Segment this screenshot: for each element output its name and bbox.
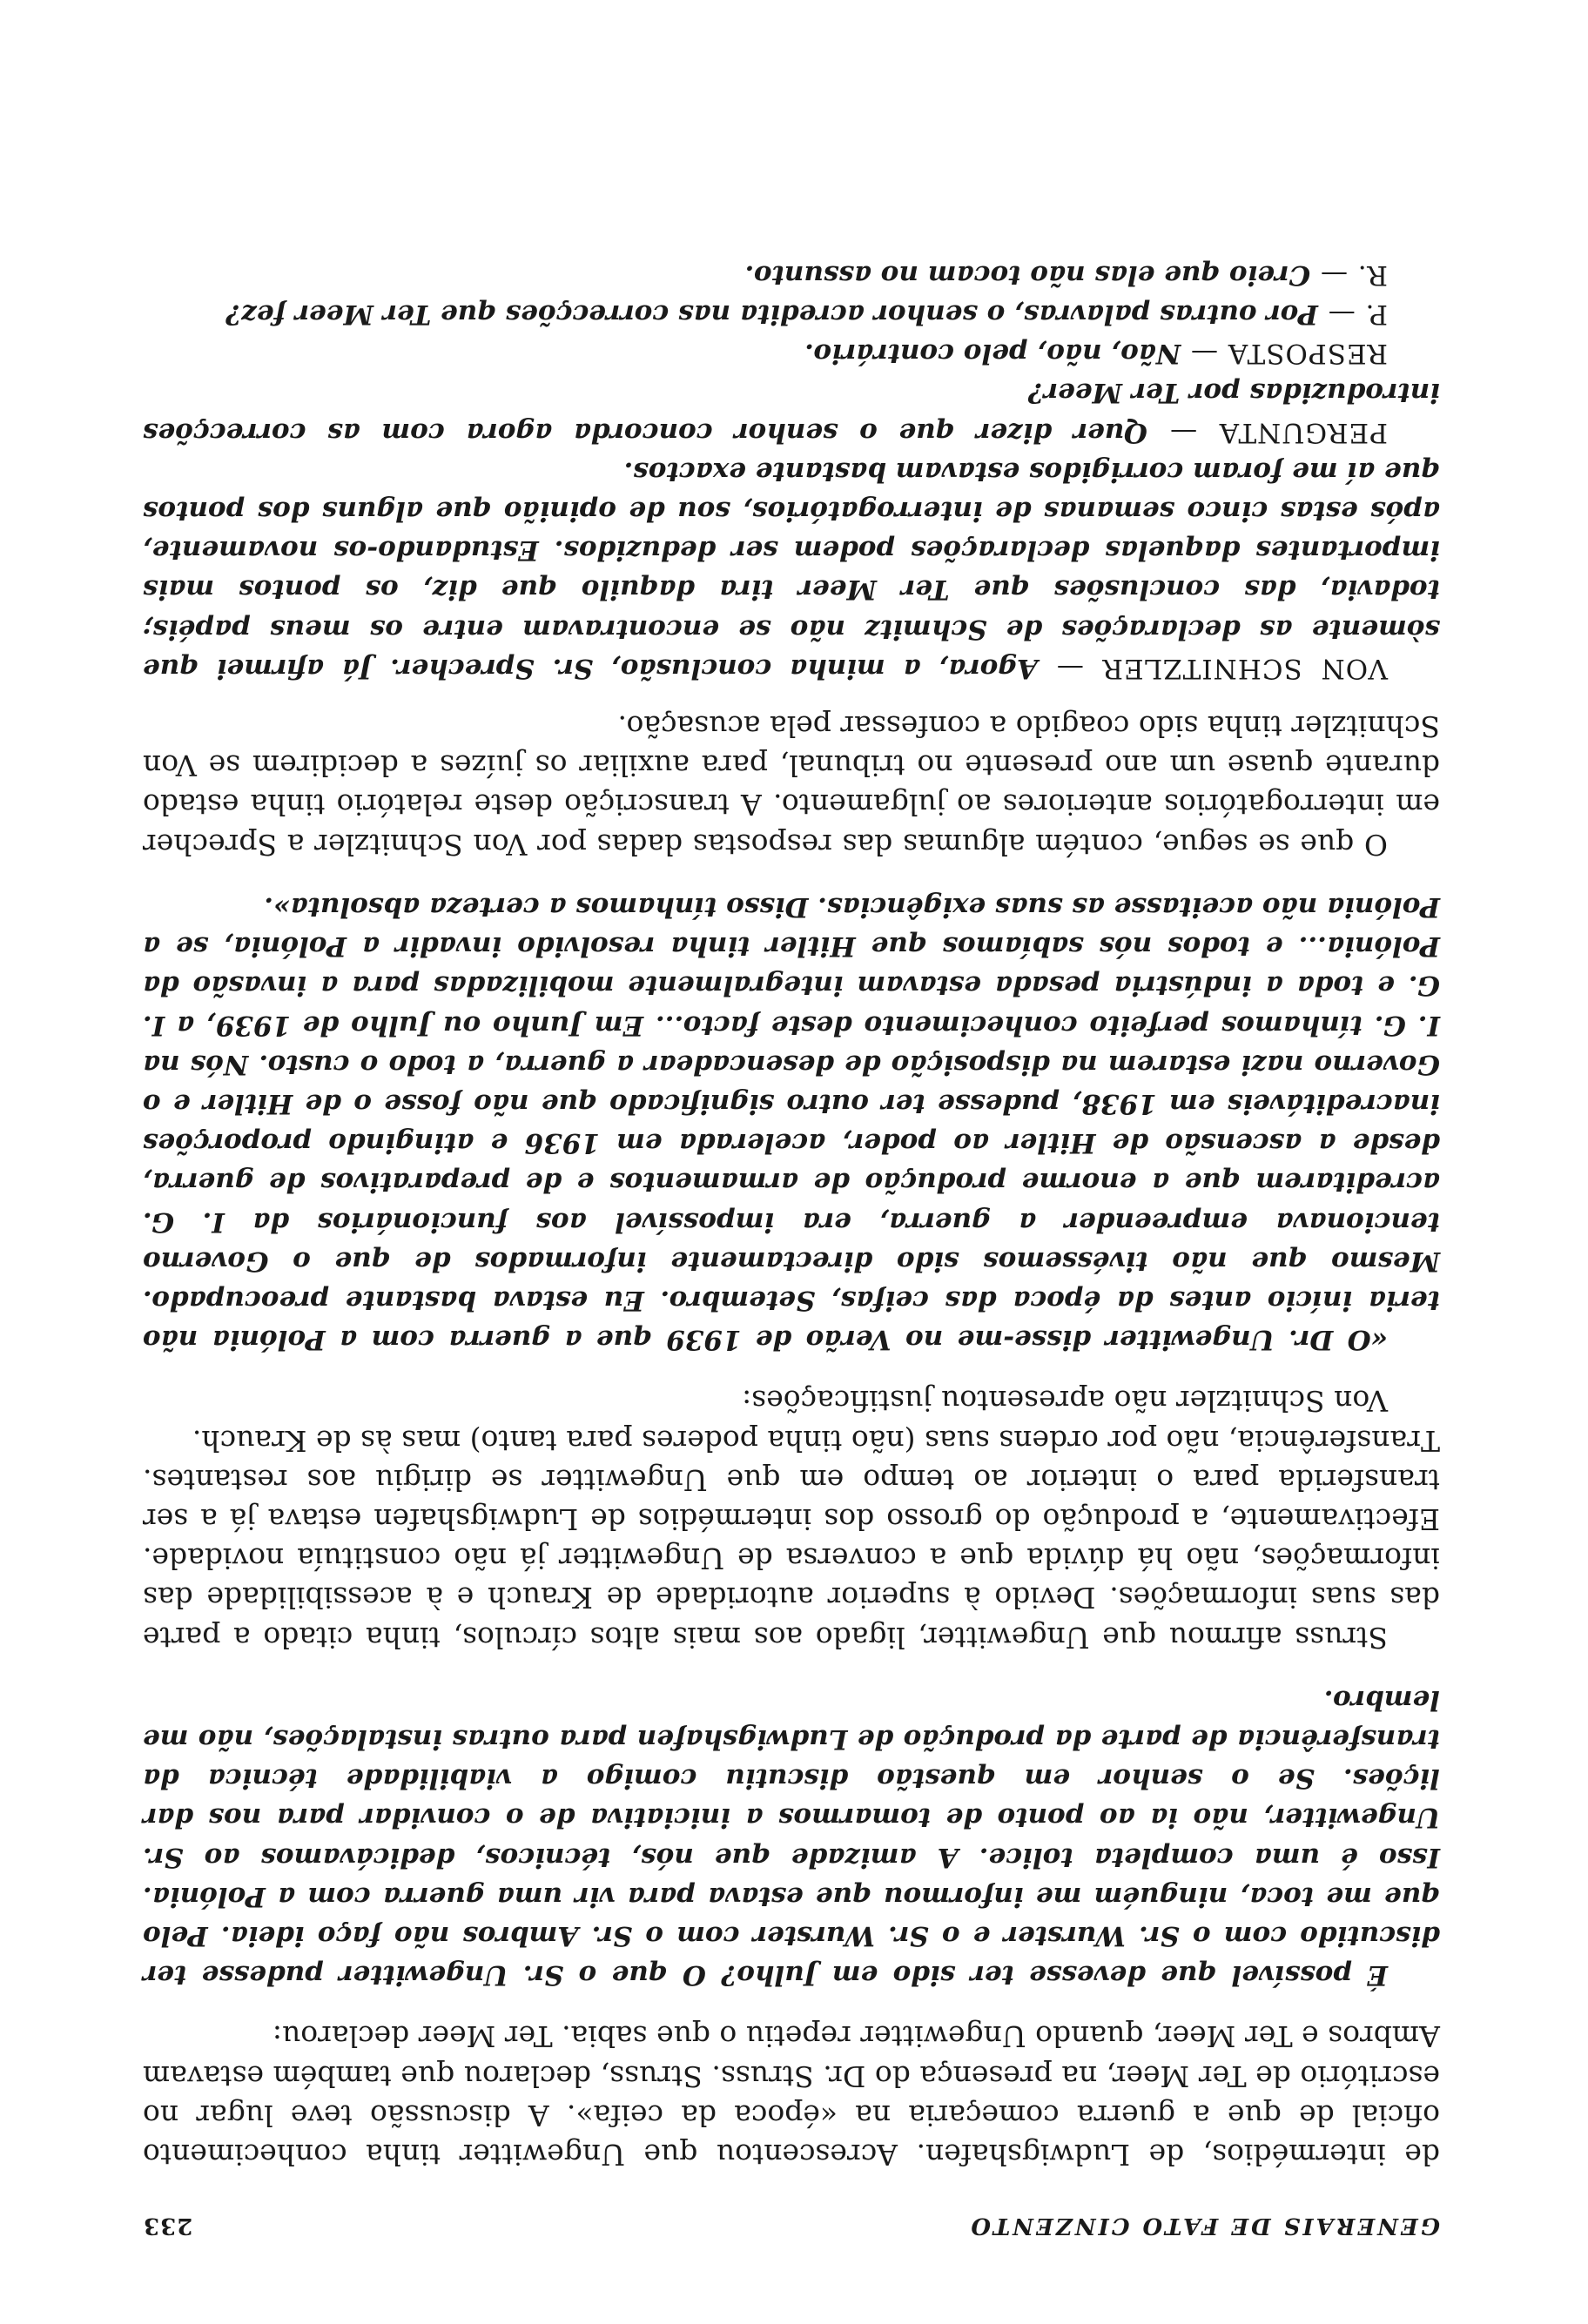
dialog-line-p <box>143 294 1440 333</box>
dialog-speaker: VON SCHNITZLER — <box>1055 652 1388 684</box>
dialog-speaker: RESPOSTA — <box>1190 338 1388 370</box>
paragraph-justificacoes: Von Schnitzler não apresentou justificações: <box>742 1384 1388 1419</box>
dialog-line-resposta <box>143 333 1440 373</box>
running-header <box>143 2213 1440 2239</box>
quote-ter-meer: É possível que devesse ter sido em Julho? O que o Sr. Ungewitter pudesse ter discutido com o Sr. Wurster e o Sr. Wurster com o Sr. Ambros não faço ideia. Pelo que me toca, ninguém me informou que estava para vir uma guerra com a Polónia. Isso é uma completa tolice. A amizade que nós, técnicos, dedicávamos ao Sr. Ungewitter, não ia ao ponto de tomarmos a iniciativa de o convidar para nos dar lições. Se o senhor em questão discutiu comigo a viabilidade técnica da transferência de parte da produção de Ludwigshafen para outras instalações, não me lembro. <box>143 1683 1440 1992</box>
quote-von-schnitzler: «O Dr. Ungewitter disse-me no Verão de 1939 que a guerra com a Polónia não teria início antes da época das ceifas, Setembro. Eu estava bastante preocupado. Mesmo que não tivéssemos sido directamente informados de que o Governo tencionava empreender a guerra, era impossível aos funcionários da I. G. acreditarem que a enorme produção de armamentos e de preparativos de guerra, desde a ascensão de Hitler ao poder, acelerada em 1936 e atingindo proporções inacreditáveis em 1938, pudesse ter outro significado que não fosse o de Hitler e o Governo nazi estarem na disposição de desencadear a guerra, a todo o custo. Nós na I. G. tínhamos perfeito conhecimento deste facto... Em Junho ou Julho de 1939, a I. G. e toda a indústria pesada estavam integralmente mobilizadas para a invasão da Polónia... e todos nós sabíamos que Hitler tinha resolvido invadir a Polónia, se a Polónia não aceitasse as suas exigências. Disso tínhamos a certeza absoluta». <box>143 890 1440 1356</box>
dialog-line-von-schnitzler <box>143 452 1440 688</box>
dialog-speaker: R. — <box>1319 259 1388 291</box>
dialog-text: Quer dizer que o senhor concorda agora com as correcções introduzidas por Ter Meer? <box>143 377 1440 448</box>
paragraph-intermedios: de intermédios, de Ludwigshafen. Acrescentou que Ungewitter tinha conhecimento oficial de que a guerra começaria na «época da ceifa». A discussão teve lugar no escritório de Ter Meer, na presença do Dr. Struss. Struss, declarou que também estavam Ambros e Ter Meer, quando Ungewitter repetiu o que sabia. Ter Meer declarou: <box>143 2019 1440 2172</box>
paragraph-struss: Struss afirmou que Ungewitter, ligado aos mais altos círculos, tinha citado a parte das suas informações. Devido à superior autoridade de Krauch e à acessibilidade das informações, não há dúvida que a conversa de Ungewitter já não constituía novidade. Efectivamente, a produção do grosso dos intermédios de Ludwigshafen estava já a ser transferida para o interior ao tempo em que Ungewitter se dirigiu aos restantes. Transferência, não por ordens suas (não tinha poderes para tanto) mas às de Krauch. <box>143 1423 1440 1655</box>
running-title: GENERAIS DE FATO CINZENTO <box>968 2213 1440 2239</box>
dialog-text: Não, não, pelo contrário. <box>804 338 1191 370</box>
paragraph-interrogatorios: O que se segue, contém algumas das respostas dadas por Von Schnitzler a Sprecher em interrogatórios anteriores ao julgamento. A transcrição deste relatório tinha estado durante quase um ano presente no tribunal, para auxiliar os juízes a decidirem se Von Schnitzler tinha sido coagido a confessar pela acusação. <box>143 709 1440 862</box>
dialog-speaker: P. — <box>1327 299 1388 331</box>
dialog-text: Por outras palavras, o senhor acredita nas correcções que Ter Meer fez? <box>225 299 1328 331</box>
page-number: 233 <box>143 2213 193 2239</box>
dialog-text: Agora, a minha conclusão, Sr. Sprecher. Já afirmei que sòmente as declarações de Schmitz não se encontravam entre os meus papéis; todavia, das conclusões que Ter Meer tira daquilo que diz, os pontos mais importantes daquelas declarações podem ser deduzidos. Estudando-os novamente, após estas cinco semanas de interrogatórios, sou de opinião que alguns dos pontos que aí me foram corrigidos estavam bastante exactos. <box>143 455 1440 684</box>
dialog-line-pergunta <box>143 373 1440 451</box>
page-content <box>143 255 1440 2239</box>
dialog-line-r <box>143 255 1440 294</box>
dialog-speaker: PERGUNTA — <box>1169 416 1388 448</box>
dialog-text: Creio que elas não tocam no assunto. <box>744 259 1320 291</box>
